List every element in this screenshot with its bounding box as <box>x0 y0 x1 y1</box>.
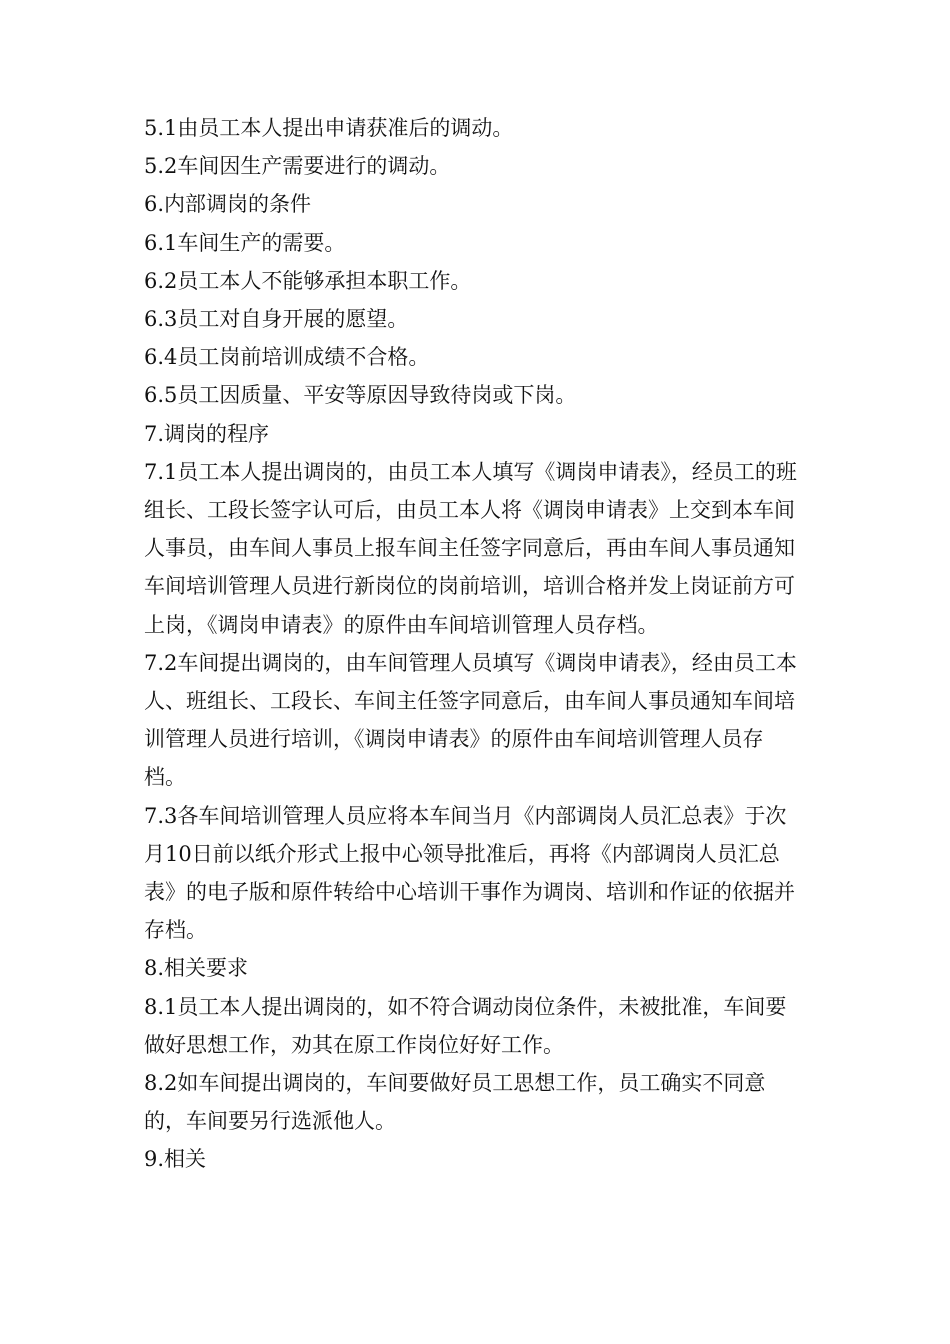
section-heading-8: 8.相关要求 <box>144 956 249 981</box>
document-body <box>144 109 804 1179</box>
paragraph-7-1: 7.1员工本人提出调岗的，由员工本人填写《调岗申请表》，经员工的班组长、工段长签字认可后，由员工本人将《调岗申请表》上交到本车间人事员，由车间人事员上报车间主任签字同意后，再由车间人事员通知车间培训管理人员进行新岗位的岗前培训，培训合格并发上岗证前方可上岗，《调岗申请表》的原件由车间培训管理人员存档。 <box>144 459 797 637</box>
paragraph-6-4: 6.4员工岗前培训成绩不合格。 <box>144 345 430 370</box>
paragraph-6-1: 6.1车间生产的需要。 <box>144 230 346 255</box>
paragraph-8-2: 8.2如车间提出调岗的，车间要做好员工思想工作，员工确实不同意的，车间要另行选派他人。 <box>144 1071 766 1134</box>
paragraph-6-3: 6.3员工对自身开展的愿望。 <box>144 307 409 332</box>
section-heading-9: 9.相关 <box>144 1147 207 1172</box>
paragraph-6-2: 6.2员工本人不能够承担本职工作。 <box>144 268 472 293</box>
paragraph-5-1: 5.1由员工本人提出申请获准后的调动。 <box>144 116 514 140</box>
paragraph-5-2: 5.2车间因生产需要进行的调动。 <box>144 154 451 179</box>
section-heading-6: 6.内部调岗的条件 <box>144 192 312 217</box>
paragraph-7-3: 7.3各车间培训管理人员应将本车间当月《内部调岗人员汇总表》于次月10日前以纸介形式上报中心领导批准后，再将《内部调岗人员汇总表》的电子版和原件转给中心培训干事作为调岗、培训和作证的依据并存档。 <box>144 803 795 943</box>
paragraph-7-2: 7.2车间提出调岗的，由车间管理人员填写《调岗申请表》，经由员工本人、班组长、工段长、车间主任签字同意后，由车间人事员通知车间培训管理人员进行培训，《调岗申请表》的原件由车间培训管理人员存档。 <box>144 650 797 790</box>
section-heading-7: 7.调岗的程序 <box>144 421 270 446</box>
paragraph-6-5: 6.5员工因质量、平安等原因导致待岗或下岗。 <box>144 383 577 408</box>
paragraph-8-1: 8.1员工本人提出调岗的，如不符合调动岗位条件，未被批准，车间要做好思想工作，劝其在原工作岗位好好工作。 <box>144 994 787 1057</box>
